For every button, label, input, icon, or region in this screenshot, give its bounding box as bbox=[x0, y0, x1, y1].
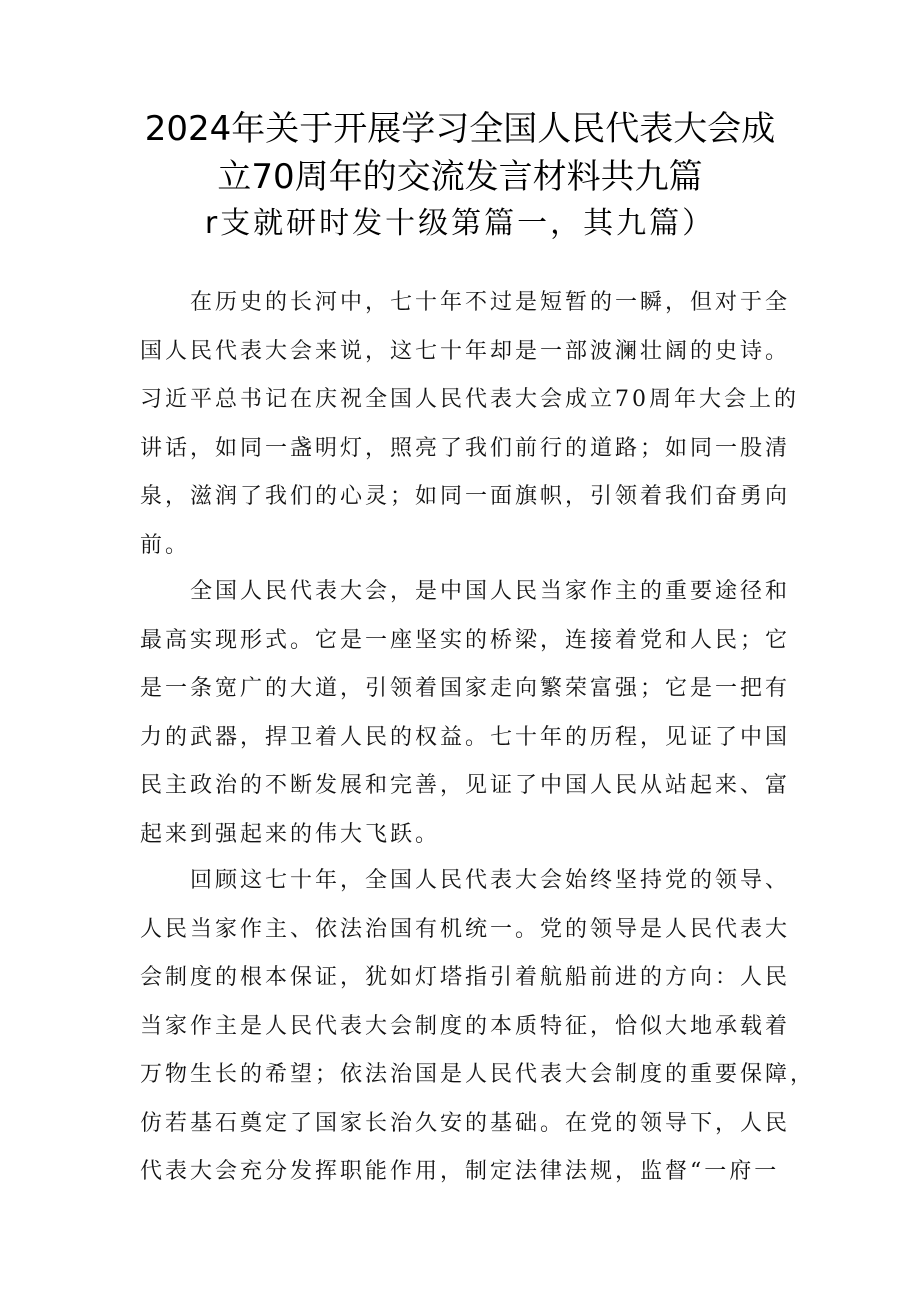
paragraph-line: 代表大会充分发挥职能作用，制定法律法规，监督“一府一 bbox=[140, 1159, 780, 1184]
paragraph-3 bbox=[140, 857, 816, 1197]
document-subtitle: r支就研时发十级第篇一，其九篇） bbox=[204, 206, 716, 241]
paragraph-1 bbox=[140, 279, 800, 570]
paragraph-line: 万物生长的希望；依法治国是人民代表大会制度的重要保障， bbox=[140, 1062, 816, 1087]
paragraph-2 bbox=[140, 568, 800, 859]
paragraph-line: 当家作主是人民代表大会制度的本质特征，恰似大地承载着 bbox=[140, 1013, 791, 1039]
paragraph-line: 是一条宽广的大道，引领着国家走向繁荣富强；它是一把有 bbox=[140, 676, 791, 701]
paragraph-line: 仿若基石奠定了国家长治久安的基础。在党的领导下，人民 bbox=[140, 1110, 791, 1136]
paragraph-line: 在历史的长河中，七十年不过是短暂的一瞬，但对于全 bbox=[140, 290, 791, 315]
paragraph-line: 力的武器，捍卫着人民的权益。七十年的历程，见证了中国 bbox=[140, 724, 791, 750]
paragraph-line: 回顾这七十年，全国人民代表大会始终坚持党的领导、 bbox=[140, 868, 791, 893]
paragraph-line: 人民当家作主、依法治国有机统一。党的领导是人民代表大 bbox=[140, 916, 791, 942]
paragraph-line: 国人民代表大会来说，这七十年却是一部波澜壮阔的史诗。 bbox=[140, 338, 791, 364]
paragraph-line: 民主政治的不断发展和完善，见证了中国人民从站起来、富 bbox=[140, 773, 791, 798]
paragraph-line: 会制度的根本保证，犹如灯塔指引着航船前进的方向：人民 bbox=[140, 965, 791, 990]
document-title-line-1: 2024年关于开展学习全国人民代表大会成 bbox=[144, 109, 776, 149]
paragraph-line: 最高实现形式。它是一座坚实的桥梁，连接着党和人民；它 bbox=[140, 627, 791, 653]
paragraph-line: 起来到强起来的伟大飞跃。 bbox=[140, 821, 441, 847]
paragraph-line: 习近平总书记在庆祝全国人民代表大会成立70周年大会上的 bbox=[140, 387, 799, 412]
paragraph-line: 前。 bbox=[140, 532, 191, 558]
paragraph-line: 讲话，如同一盏明灯，照亮了我们前行的道路；如同一股清 bbox=[140, 435, 791, 461]
document-title-line-2: 立70周年的交流发言材料共九篇 bbox=[217, 157, 703, 197]
paragraph-line: 泉，滋润了我们的心灵；如同一面旗帜，引领着我们奋勇向 bbox=[140, 484, 791, 509]
paragraph-line: 全国人民代表大会，是中国人民当家作主的重要途径和 bbox=[140, 579, 791, 604]
